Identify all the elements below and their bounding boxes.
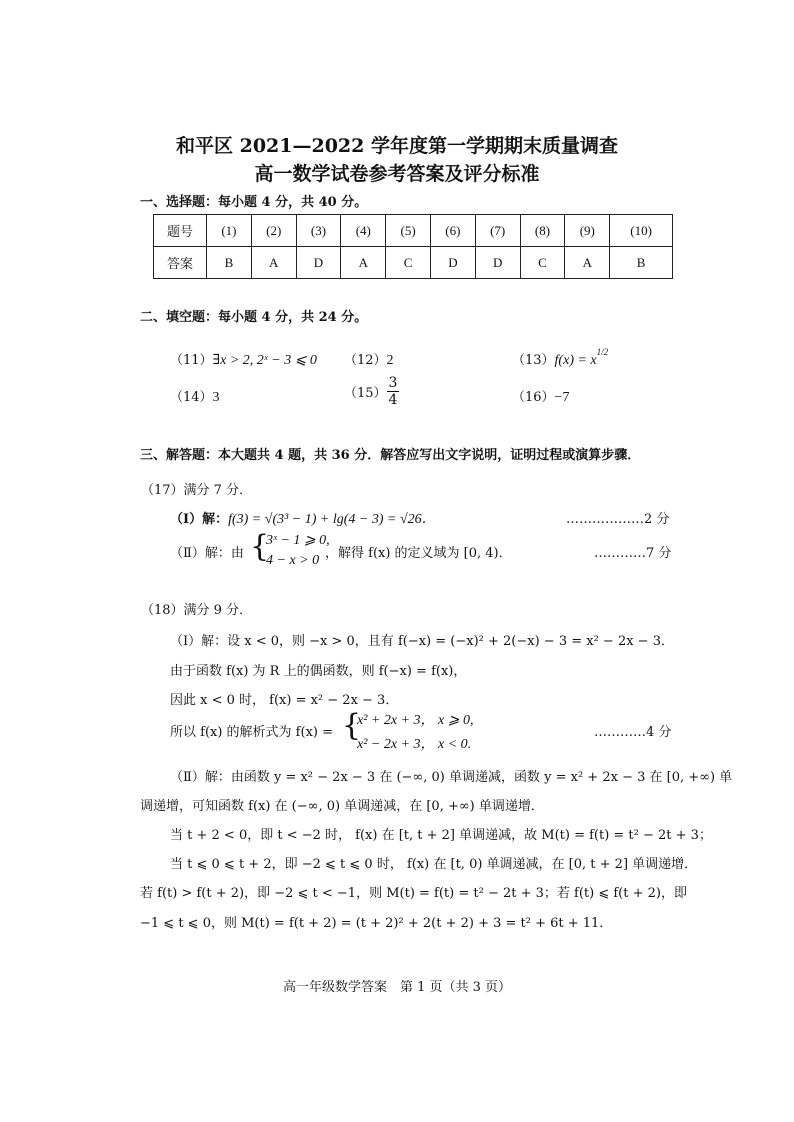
- fill-answer-11: [170, 349, 317, 369]
- q17-part2-label: （Ⅱ）解：由: [170, 546, 244, 561]
- question-number: （12）: [344, 353, 387, 368]
- numerator: 3: [388, 375, 398, 391]
- fill-answer-12: [344, 349, 394, 369]
- table-cell: A: [251, 247, 296, 279]
- q18-line-9: 若 f(t) > f(t + 2)，即 −2 ⩽ t < −1，则 M(t) = f(t) = t² − 2t + 3；若 f(t) ⩽ f(t + 2)，即: [140, 886, 687, 901]
- document-subtitle: 高一数学试卷参考答案及评分标准: [254, 163, 540, 185]
- section-2-heading: 二、填空题：每小题 4 分，共 24 分。: [140, 310, 368, 325]
- q18-case-1: x² + 2x + 3， x ⩾ 0,: [357, 713, 474, 728]
- question-number: （15）: [344, 386, 387, 401]
- section-1-heading: 一、选择题：每小题 4 分，共 40 分。: [140, 195, 368, 210]
- left-brace: {: [250, 529, 270, 564]
- table-cell: C: [386, 247, 431, 279]
- table-cell: (9): [565, 215, 610, 247]
- answer-table: [153, 214, 673, 279]
- left-brace: {: [342, 708, 362, 743]
- page-footer: 高一年级数学答案 第 1 页（共 3 页）: [282, 980, 512, 995]
- q18-line-7: 当 t + 2 < 0，即 t < −2 时， f(x) 在 [t, t + 2] 单调递减，故 M(t) = f(t) = t² − 2t + 3；: [170, 828, 712, 843]
- q18-line-4-prefix: 所以 f(x) 的解析式为 f(x) =: [170, 725, 333, 740]
- table-cell: (1): [207, 215, 252, 247]
- question-number: （16）: [512, 390, 555, 405]
- row-label-answers: 答案: [154, 247, 207, 279]
- answer-text: ∃x > 2, 2ˣ − 3 ⩽ 0: [212, 353, 317, 368]
- q18-case-2: x² − 2x + 3， x < 0.: [357, 737, 472, 752]
- table-cell: A: [341, 247, 386, 279]
- table-cell: B: [610, 247, 673, 279]
- question-number: （14）: [170, 390, 213, 405]
- answer-text: 2: [386, 353, 394, 368]
- document-title: 和平区 2021—2022 学年度第一学期期末质量调查: [176, 135, 618, 157]
- table-cell: (4): [341, 215, 386, 247]
- fraction: [387, 376, 400, 407]
- q18-line-1: （Ⅰ）解：设 x < 0，则 −x > 0，且有 f(−x) = (−x)² + 2(−x) − 3 = x² − 2x − 3．: [170, 634, 674, 649]
- exponent: 1/2: [596, 346, 609, 357]
- table-cell: C: [520, 247, 565, 279]
- table-cell: D: [475, 247, 520, 279]
- fill-answer-14: [170, 386, 220, 406]
- q18-header: （18）满分 9 分．: [141, 603, 253, 618]
- q17-system-line-2: 4 − x > 0: [266, 553, 320, 568]
- table-cell: A: [565, 247, 610, 279]
- q18-part1-points: …………4 分: [594, 725, 672, 740]
- q18-line-3: 因此 x < 0 时， f(x) = x² − 2x − 3．: [170, 693, 399, 708]
- table-cell: (3): [296, 215, 341, 247]
- fill-answer-15: [344, 376, 399, 407]
- question-number: （13）: [512, 353, 555, 368]
- fill-answer-13: [512, 346, 609, 369]
- answer-text: f(x) = x: [554, 353, 597, 368]
- q18-line-8: 当 t ⩽ 0 ⩽ t + 2，即 −2 ⩽ t ⩽ 0 时， f(x) 在 [t, 0) 单调递减，在 [0, t + 2] 单调递增．: [170, 857, 698, 872]
- q17-part1-points: ………………2 分: [566, 512, 670, 527]
- table-cell: (10): [610, 215, 673, 247]
- table-cell: (5): [386, 215, 431, 247]
- q17-header: （17）满分 7 分．: [141, 483, 253, 498]
- part-label: （Ⅰ）解：: [170, 512, 229, 527]
- fill-answer-16: [512, 386, 569, 406]
- table-cell: (2): [251, 215, 296, 247]
- q17-part1: [170, 508, 436, 528]
- q18-line-6: 调递增，可知函数 f(x) 在 (−∞, 0) 单调递减，在 [0, +∞) 单调递增．: [140, 799, 544, 814]
- table-row-answers: [154, 247, 673, 279]
- q18-line-2: 由于函数 f(x) 为 R 上的偶函数，则 f(−x) = f(x)，: [170, 664, 467, 679]
- q18-line-5: （Ⅱ）解：由函数 y = x² − 2x − 3 在 (−∞, 0) 单调递减，函数 y = x² + 2x − 3 在 [0, +∞) 单: [170, 770, 733, 785]
- row-label-numbers: 题号: [154, 215, 207, 247]
- table-row-numbers: [154, 215, 673, 247]
- q17-part2-points: …………7 分: [594, 546, 672, 561]
- table-cell: D: [296, 247, 341, 279]
- table-cell: (8): [520, 215, 565, 247]
- question-number: （11）: [170, 353, 213, 368]
- denominator: 4: [388, 392, 398, 408]
- q18-line-10: −1 ⩽ t ⩽ 0，则 M(t) = f(t + 2) = (t + 2)² + 2(t + 2) + 3 = t² + 6t + 11．: [140, 916, 613, 931]
- q17-part2-rest: ，解得 f(x) 的定义域为 [0, 4)．: [325, 546, 512, 561]
- table-cell: (6): [430, 215, 475, 247]
- section-3-heading: 三、解答题：本大题共 4 题，共 36 分．解答应写出文字说明，证明过程或演算步骤．: [140, 448, 641, 463]
- answer-text: 3: [212, 390, 220, 405]
- table-cell: D: [430, 247, 475, 279]
- answer-text: −7: [554, 390, 570, 405]
- table-cell: B: [207, 247, 252, 279]
- part-math: f(3) = √(3³ − 1) + lg(4 − 3) = √26．: [228, 512, 436, 527]
- q17-system-line-1: 3ˣ − 1 ⩾ 0,: [266, 533, 330, 548]
- table-cell: (7): [475, 215, 520, 247]
